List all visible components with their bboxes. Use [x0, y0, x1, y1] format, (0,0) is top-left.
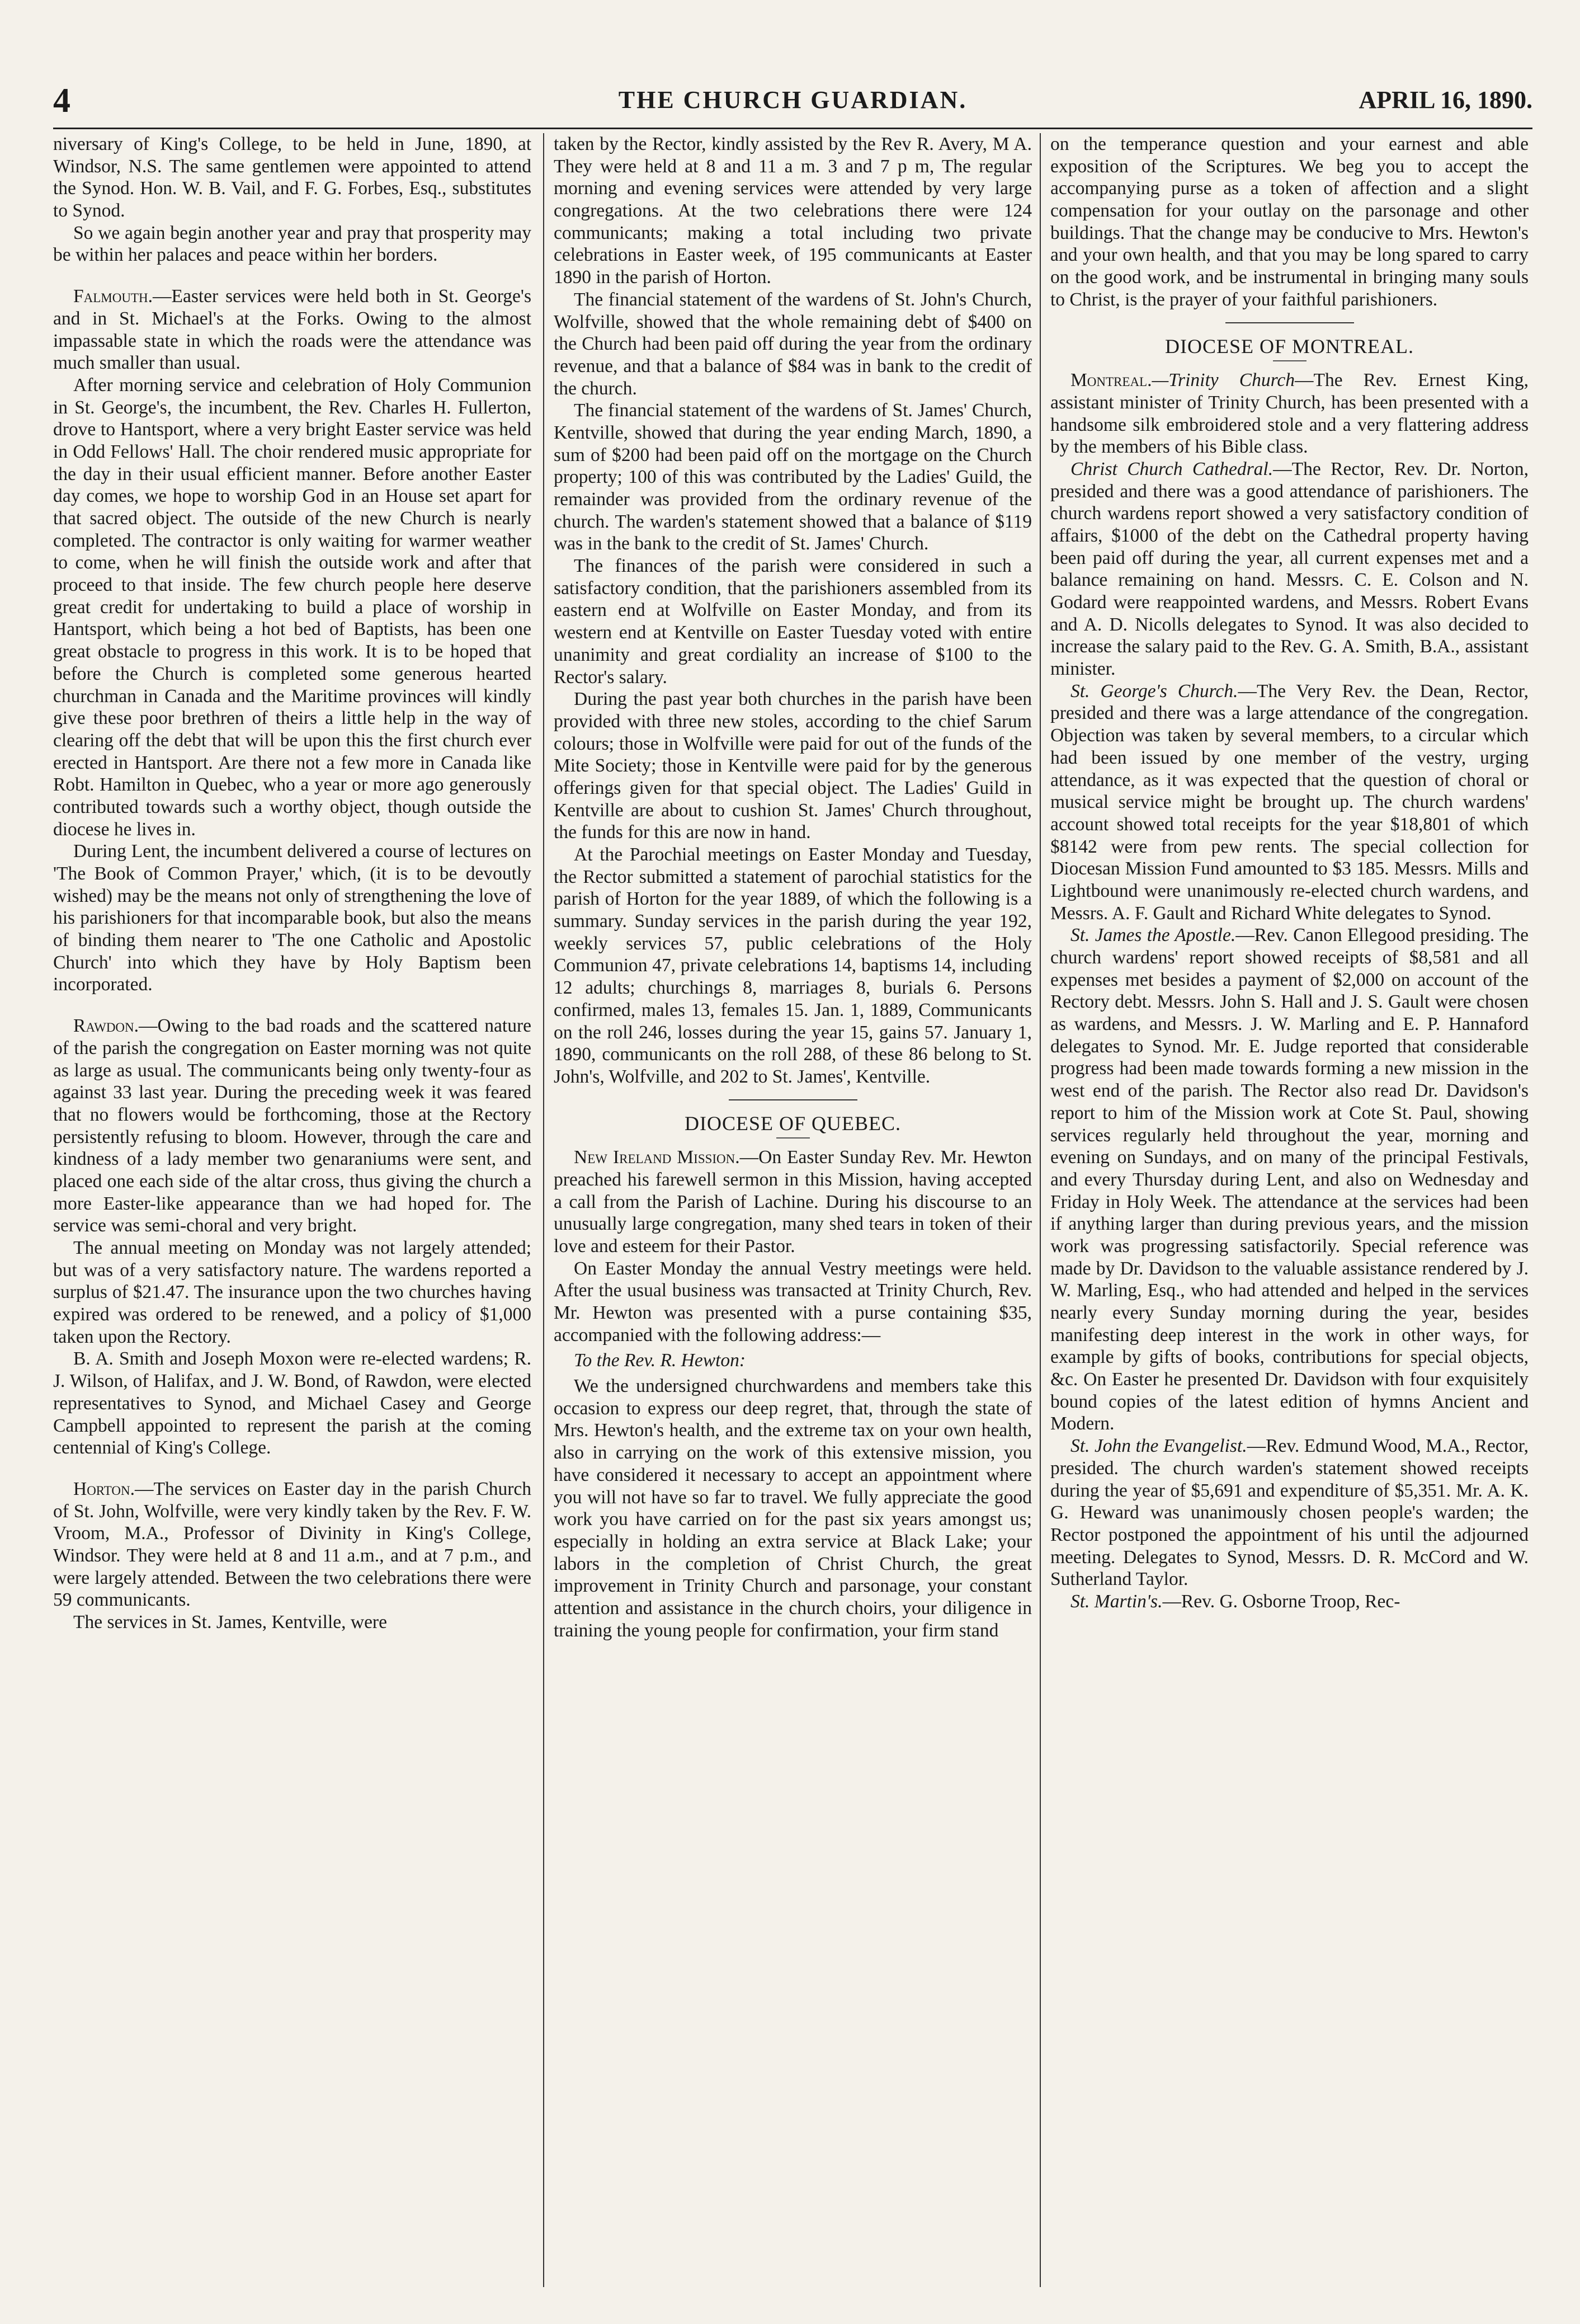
- article-text: —The Very Rev. the Dean, Rector, presided and there was a large attendance of the congregation. Objection was taken by several members, to a circular which had been issued by one member of the vestry, urging attendance, as it was expected that the question of choral or musical service might be brought up. The church wardens' account showed total receipts for the year $18,801 of which $8142 were from pew rents. The special collection for Diocesan Mission Fund amounted to $3 185. Messrs. Mills and Lightbound were unanimously re-elected church wardens, and Messrs. A. F. Gault and Richard White delegates to Synod.: [1050, 680, 1529, 924]
- article-text: —Owing to the bad roads and the scattered nature of the parish the congregation on Easter morning was not quite as large as usual. The communicants being only twenty-four as against 33 last year. During the preceding week it was feared that no flowers would be forthcoming, those at the Rectory persistently refusing to bloom. However, through the care and kindness of a lady member two genaraniums were sent, and placed one each side of the altar cross, thus giving the church a more Easter-like appearance than we had hoped for. The service was semi-choral and very bright.: [53, 1015, 531, 1236]
- heading-rule: [776, 1137, 810, 1139]
- article-text: —On Easter Sunday Rev. Mr. Hewton preached his farewell sermon in this Mission, having accepted a call from the Parish of Lachine. During his discourse to an unusually large congregation, many shed tears in token of their love and esteem for their Pastor.: [554, 1147, 1032, 1257]
- article-trinity: [1050, 369, 1529, 458]
- article-horton: [53, 1478, 531, 1611]
- column-2: [554, 133, 1032, 2287]
- paragraph: B. A. Smith and Joseph Moxon were re-elected wardens; R. J. Wilson, of Halifax, and J. W. Bond, of Rawdon, were elected representatives to Synod, and Michael Casey and George Campbell appointed to represent the parish at the coming centennial of King's College.: [53, 1348, 531, 1459]
- article-rawdon: [53, 1015, 531, 1237]
- column-rule: [543, 133, 544, 2287]
- article-text: —The Rev. Ernest King, assistant minister of Trinity Church, has been presented with a handsome silk embroidered stole and a very flattering address by the members of his Bible class.: [1050, 370, 1529, 458]
- dateline-new-ireland: New Ireland Mission.: [574, 1147, 740, 1168]
- paragraph: The services in St. James, Kentville, were: [73, 1612, 387, 1633]
- article-christ-church: [1050, 458, 1529, 680]
- article-st-martin: [1050, 1591, 1529, 1613]
- section-divider: [1225, 322, 1354, 323]
- article-st-james: [1050, 924, 1529, 1435]
- article-text: —Rev. Canon Ellegood presiding. The church wardens' report showed receipts of $8,581 and all expenses met besides a payment of $2,000 on account of the Rectory debt. Messrs. John S. Hall and J. S. Gault were chosen as wardens, and Messrs. J. W. Marling and E. P. Hannaford delegates to Synod. Mr. E. Judge reported that considerable progress had been made towards forming a new mission in the west end of the parish. The Rector also read Dr. Davidson's report to him of the Mission work at Cote St. Paul, showing services regularly held throughout the year, morning and evening on Sundays, and on many of the principal Festivals, and every Thursday during Lent, and also on Wednesday and Friday in Holy Week. The attendance at the services had been if anything larger than during previous years, and the mission work was progressing satisfactorily. Special reference was made by Dr. Davidson to the valuable assistance rendered by J. W. Marling, Esq., who had attended and helped in the services nearly every Sunday morning during the year, besides manifesting deep interest in the work in other ways, for example by gifts of books, contributions for special objects, &c. On Easter he presented Dr. Davidson with four exquisitely bound copies of the latest edition of hymns Ancient and Modern.: [1050, 925, 1529, 1434]
- header-rule: [53, 128, 1532, 129]
- article-falmouth: [53, 285, 531, 374]
- article-text: —Easter services were held both in St. George's and in St. Michael's at the Forks. Owing to the almost impassable state in which the roads were the attendance was much smaller than usual.: [53, 286, 531, 374]
- paragraph: The financial statement of the wardens of St. James' Church, Kentville, showed that during the year ending March, 1890, a sum of $200 had been paid off on the mortgage on the Church property; 100 of this was contributed by the Ladies' Guild, the remainder was provided from the ordinary revenue of the church. The warden's statement showed that a balance of $119 was in the bank to the credit of St. James' Church.: [554, 400, 1032, 554]
- paragraph: The finances of the parish were considered in such a satisfactory condition, that the parishioners assembled from its eastern end at Wolfville on Easter Monday, and from its western end at Kentville on Easter Tuesday voted with entire unanimity and great cordiality an increase of $100 to the Rector's salary.: [554, 556, 1032, 688]
- section-divider: [729, 1099, 857, 1100]
- newspaper-title: THE CHURCH GUARDIAN.: [618, 86, 968, 114]
- article-st-george: [1050, 680, 1529, 925]
- article-st-john: [1050, 1435, 1529, 1591]
- page-number: 4: [53, 82, 70, 120]
- church-name: St. James the Apostle.: [1070, 925, 1236, 946]
- article-text: —The Rector, Rev. Dr. Norton, presided and there was a good attendance of parishioners. The church wardens report showed a very satisfactory condition of affairs, $1000 of the debt on the Cathedral property having been paid off during the year, all current expenses met and a balance remaining on hand. Messrs. C. E. Colson and N. Godard were reappointed wardens, and Messrs. Robert Evans and A. D. Nicolls delegates to Synod. It was also decided to increase the salary paid to the Rev. G. A. Smith, B.A., assistant minister.: [1050, 458, 1529, 680]
- masthead: [53, 76, 1532, 120]
- section-heading-montreal: DIOCESE OF MONTREAL.: [1164, 335, 1414, 357]
- article-text: —Rev. G. Osborne Troop, Rec-: [1162, 1591, 1400, 1612]
- church-name: St. George's Church.: [1070, 680, 1238, 702]
- article-text: —Rev. Edmund Wood, M.A., Rector, presided. The church warden's statement showed receipts during the year of $5,691 and expenditure of $5,351. Mr. A. K. G. Heward was unanimously chosen people's warden; the Rector postponed the appointment of his until the adjourned meeting. Delegates to Synod, Messrs. D. R. McCord and W. Sutherland Taylor.: [1050, 1436, 1529, 1590]
- article-text: —The services on Easter day in the parish Church of St. John, Wolfville, were very kindly taken by the Rev. F. W. Vroom, M.A., Professor of Divinity in King's College, Windsor. They were held at 8 and 11 a.m., and at 7 p.m., and were largely attended. Between the two celebrations there were 59 communicants.: [53, 1478, 531, 1611]
- paragraph: On Easter Monday the annual Vestry meetings were held. After the usual business was transacted at Trinity Church, Rev. Mr. Hewton was presented with a purse containing $35, accompanied with the following address:—: [554, 1258, 1032, 1346]
- article-new-ireland: [554, 1146, 1032, 1257]
- dateline-montreal: Montreal.: [1070, 370, 1152, 391]
- church-name: —Trinity Church: [1152, 370, 1295, 391]
- church-name: St. John the Evangelist.: [1070, 1436, 1247, 1457]
- dateline-rawdon: Rawdon.: [73, 1015, 139, 1037]
- dateline-horton: Horton.: [73, 1478, 135, 1499]
- paragraph: niversary of King's College, to be held in June, 1890, at Windsor, N.S. The same gentlemen were appointed to attend the Synod. Hon. W. B. Vail, and F. G. Forbes, Esq., substitutes to Synod.: [53, 134, 531, 222]
- paragraph: After morning service and celebration of Holy Communion in St. George's, the incumbent, the Rev. Charles H. Fullerton, drove to Hantsport, where a very bright Easter service was held in Odd Fellows' Hall. The choir rendered music appropriate for the day in their usual efficient manner. Before another Easter day comes, we hope to worship God in an House set apart for that sacred object. The outside of the new Church is nearly completed. The contractor is only waiting for warmer weather to come, when he will finish the outside work and after that proceed to that inside. The few church people here deserve great credit for undertaking to build a place of worship in Hantsport, which being a hot bed of Baptists, has been one great obstacle to progress in this work. It is to be hoped that before the Church is completed some generous hearted churchman in Canada and the Maritime provinces will kindly give these poor brethren of theirs a little help in the way of clearing off the debt that will be upon this the first church ever erected in Hantsport. Are there not a few more in Canada like Robt. Hamilton in Quebec, who a year or more ago generously contributed towards such a worthy object, though outside the diocese he lives in.: [53, 374, 531, 840]
- issue-date: APRIL 16, 1890.: [1359, 86, 1532, 114]
- section-heading-quebec: DIOCESE OF QUEBEC.: [684, 1112, 902, 1135]
- paragraph: The annual meeting on Monday was not largely attended; but was of a very satisfactory nature. The wardens reported a surplus of $21.47. The insurance upon the two churches having expired was ordered to be renewed, and a policy of $1,000 taken upon the Rectory.: [53, 1238, 531, 1347]
- paragraph: on the temperance question and your earnest and able exposition of the Scriptures. We beg you to accept the accompanying purse as a token of affection and a slight compensation for your outlay on the parsonage and other buildings. That the change may be conducive to Mrs. Hewton's and your own health, and that you may be long spared to carry on the good work, and be instrumental in bringing many souls to Christ, is the prayer of your faithful parishioners.: [1050, 134, 1529, 310]
- column-rule: [1040, 133, 1041, 2287]
- paragraph: We the undersigned churchwardens and members take this occasion to express our deep regret, that, through the state of Mrs. Hewton's health, and the extreme tax on your own health, also in carrying on the work of this extensive mission, you have considered it necessary to accept an appointment where you will not have so far to travel. We fully appreciate the good work you have carried on for the past six years amongst us; especially in holding an extra service at Black Lake; your labors in the completion of Christ Church, the great improvement in Trinity Church and parsonage, your constant attention and assistance in the church choirs, your diligence in training the young people for confirmation, your firm stand: [554, 1376, 1032, 1641]
- address-salutation: To the Rev. R. Hewton:: [574, 1350, 746, 1371]
- paragraph: The financial statement of the wardens of St. John's Church, Wolfville, showed that the whole remaining debt of $400 on the Church had been paid off during the year from the ordinary revenue, and that a balance of $84 was in bank to the credit of the church.: [554, 289, 1032, 399]
- paragraph: So we again begin another year and pray that prosperity may be within her palaces and peace within her borders.: [53, 222, 531, 266]
- church-name: Christ Church Cathedral.: [1070, 458, 1274, 479]
- paragraph: During Lent, the incumbent delivered a course of lectures on 'The Book of Common Prayer,' which, (it is to be devoutly wished) may be the means not only of strengthening the love of his parishioners for that incomparable book, but also the means of binding them nearer to 'The one Catholic and Apostolic Church' into which they have by Holy Baptism been incorporated.: [53, 841, 531, 995]
- column-1: [53, 133, 531, 2287]
- column-3: [1050, 133, 1529, 2287]
- paragraph: taken by the Rector, kindly assisted by the Rev R. Avery, M A. They were held at 8 and 11 a m. 3 and 7 p m, The regular morning and evening services were attended by very large congregations. At the two celebrations there were 124 communicants; making a total including two private celebrations in Easter week, of 195 communicants at Easter 1890 in the parish of Horton.: [554, 134, 1032, 288]
- church-name: St. Martin's.: [1070, 1591, 1163, 1612]
- paragraph: At the Parochial meetings on Easter Monday and Tuesday, the Rector submitted a statement of parochial statistics for the parish of Horton for the year 1889, of which the following is a summary. Sunday services in the parish during the year 192, weekly services 57, public celebrations of the Holy Communion 47, private celebrations 14, baptisms 14, including 12 adults; churchings 8, marriages 8, burials 6. Persons confirmed, males 13, females 15. Jan. 1, 1889, Communicants on the roll 246, losses during the year 15, gains 57. January 1, 1890, communicants on the roll 288, of these 86 belong to St. John's, Wolfville, and 202 to St. James', Kentville.: [554, 844, 1032, 1087]
- heading-rule: [1273, 360, 1307, 361]
- paragraph: During the past year both churches in the parish have been provided with three new stoles, according to the chief Sarum colours; those in Wolfville were paid for out of the funds of the Mite Society; those in Kentville were paid for by the generous offerings given for that special object. The Ladies' Guild in Kentville are about to cushion St. James' Church throughout, the funds for this are now in hand.: [554, 689, 1032, 843]
- dateline-falmouth: Falmouth.: [73, 286, 153, 307]
